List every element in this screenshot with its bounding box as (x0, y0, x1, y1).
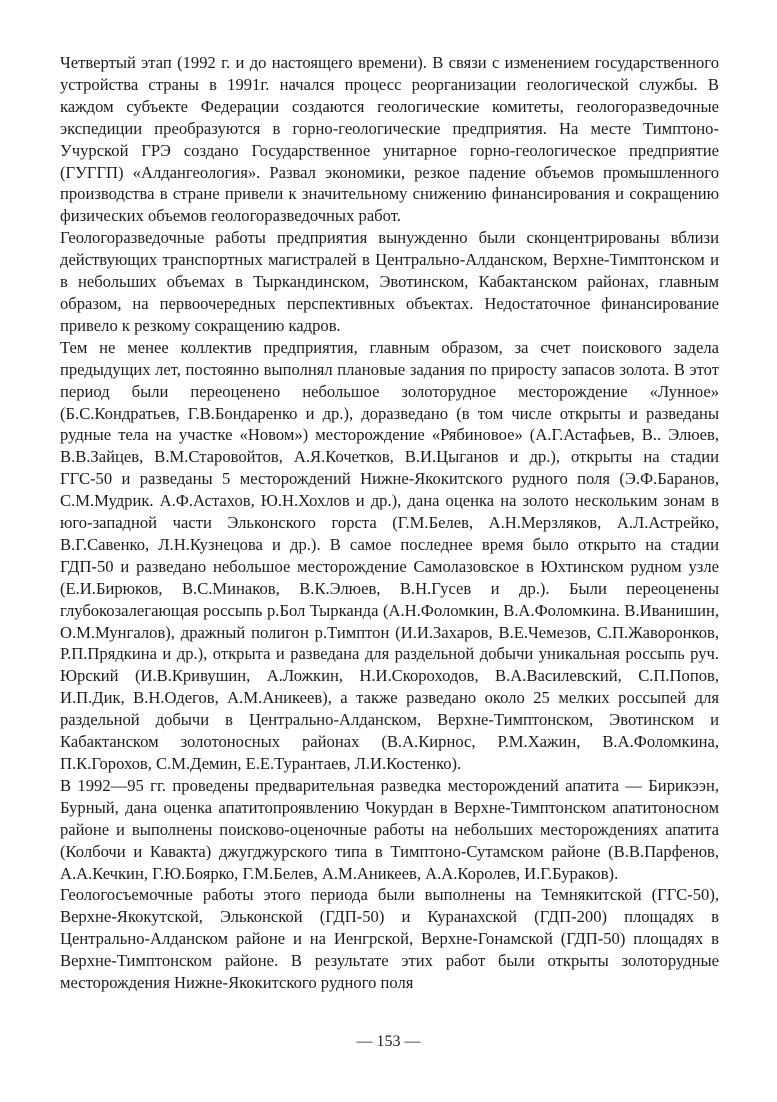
paragraph-fourth-stage: Четвертый этап (1992 г. и до настоящего времени). В связи с изменением государственного устройства страны в 1991г. начался процесс реорганизации геологической службы. В каждом субъекте Федерации создаются геологические комитеты, геологоразведочные экспедиции преобразуются в горно-геологические предприятия. На месте Тимптоно-Учурской ГРЭ создано Государственное унитарное горно-геологическое предприятие (ГУГГП) «Алдангеология». Развал экономики, резкое падение объемов промышленного производства в стране привели к значительному снижению финансирования и сокращению физических объемов геологоразведочных работ. (60, 53, 719, 226)
paragraph-geological-survey: Геологосъемочные работы этого периода были выполнены на Темнякитской (ГГС-50), Верхне-Якокутской, Эльконской (ГДП-50) и Куранахской (ГДП-200) площадях в Центрально-Алданском районе и на Иенгрской, Верхне-Гонамской (ГДП-50) площадях в Верхне-Тимптонском районе. В результате этих работ были открыты золоторудные месторождения Нижне-Якокитского рудного поля (60, 885, 719, 993)
paragraph-concentration: Геологоразведочные работы предприятия вынужденно были сконцентрированы вблизи действующих транспортных магистралей в Центрально-Алданском, Верхне-Тимптонском и в небольших объемах в Тыркандинском, Эвотинском, Кабактанском районах, главным образом, на первоочередных перспективных объектах. Недостаточное финансирование привело к резкому сокращению кадров. (60, 228, 719, 335)
paragraph-apatite: В 1992—95 гг. проведены предварительная разведка месторождений апатита — Бирикээн, Бурный, дана оценка апатитопроявлению Чокурдан в Верхне-Тимптонском апатитоносном районе и выполнены поисково-оценочные работы на небольших месторождениях апатита (Колбочи и Кавакта) джугджурского типа в Тимптоно-Сутамском районе (В.В.Парфенов, А.А.Кечкин, Г.Ю.Боярко, Г.М.Белев, А.М.Аникеев, А.А.Королев, И.Г.Бураков). (60, 775, 719, 883)
paragraph-gold-reserves: Тем не менее коллектив предприятия, главным образом, за счет поискового задела предыдущих лет, постоянно выполнял плановые задания по приросту запасов золота. В этот период были переоценено небольшое золоторудное месторождение «Лунное» (Б.С.Кондратьев, Г.В.Бондаренко и др.), доразведано (в том числе открыты и разведаны рудные тела на участке «Новом») месторождение «Рябиновое» (А.Г.Астафьев, В.. Элюев, В.В.Зайцев, В.М.Старовойтов, А.Я.Кочетков, В.И.Цыганов и др.), открыты на стадии ГГС-50 и разведаны 5 месторождений Нижне-Якокитского рудного поля (Э.Ф.Баранов, С.М.Мудрик. А.Ф.Астахов, Ю.Н.Хохлов и др.), дана оценка на золото нескольким зонам в юго-западной части Эльконского горста (Г.М.Белев, А.Н.Мерзляков, А.Л.Астрейко, В.Г.Савенко, Л.Н.Кузнецова и др.). В самое последнее время было открыто на стадии ГДП-50 и разведано небольшое месторождение Самолазовское в Юхтинском рудном узле (Е.И.Бирюков, В.С.Минаков, В.К.Элюев, В.Н.Гусев и др.). Были переоценены глубокозалегающая россыпь р.Бол Тырканда (А.Н.Фоломкин, В.А.Фоломкина. В.Иванишин, О.М.Мунгалов), дражный полигон р.Тимптон (И.И.Захаров, В.Е.Чемезов, С.П.Жаворонков, Р.П.Прядкина и др.), открыта и разведана для раздельной добычи уникальная россыпь руч. Юрский (И.В.Кривушин, А.Ложкин, Н.И.Скороходов, В.А.Василевский, С.П.Попов, И.П.Дик, В.Н.Одегов, А.М.Аникеев), а также разведано около 25 мелких россыпей для раздельной добычи в Центрально-Алданском, Верхне-Тимптонском, Эвотинском и Кабактанском золотоносных районах (В.А.Кирнос, Р.М.Хажин, В.А.Фоломкина, П.К.Горохов, С.М.Демин, Е.Е.Турантаев, Л.И.Костенко). (60, 337, 719, 773)
page-body (60, 52, 719, 994)
page-number: — 153 — (356, 1033, 421, 1050)
